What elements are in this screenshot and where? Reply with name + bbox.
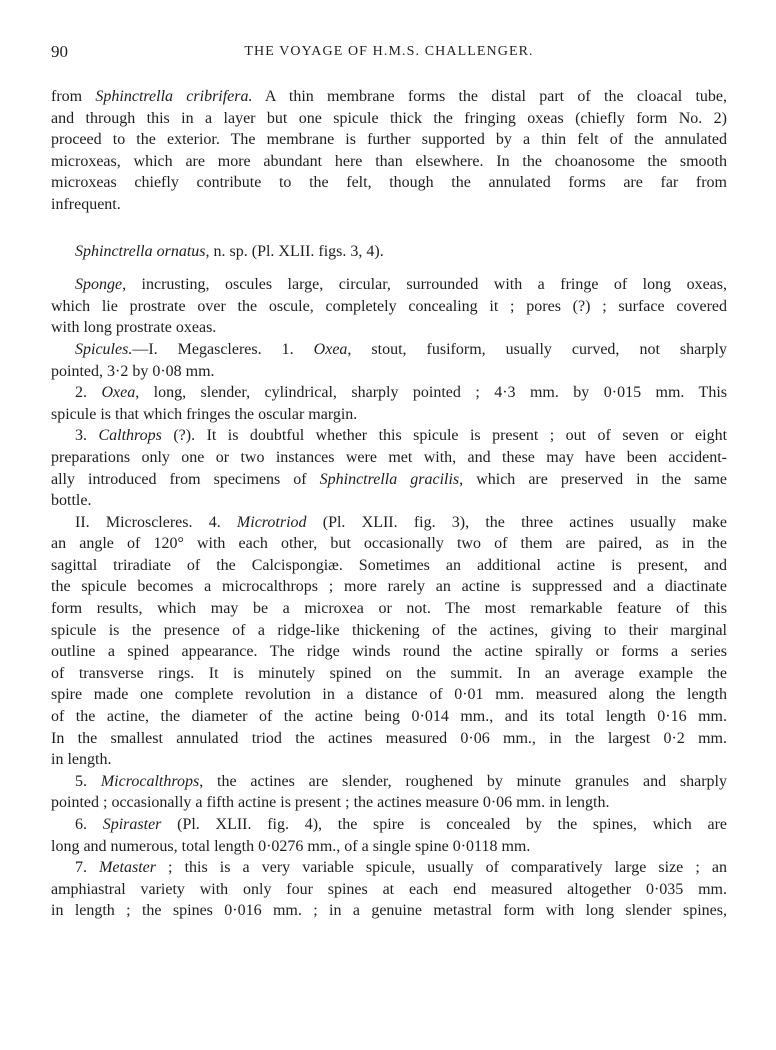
- text-line: spicule is the presence of a ridge-like thickening of the actines, giving to their marginal: [51, 621, 727, 639]
- species-heading: [51, 241, 727, 263]
- text-line: preparations only one or two instances were met with, and these may have been accident-: [51, 448, 727, 466]
- text-line: in length ; the spines 0·016 mm. ; in a genuine metastral form with long slender spines,: [51, 902, 727, 920]
- text-line: 7. Metaster ; this is a very variable spicule, usually of comparatively large size ; an: [75, 859, 728, 877]
- text-line: in length.: [51, 751, 112, 769]
- running-title: THE VOYAGE OF H.M.S. CHALLENGER.: [244, 44, 534, 59]
- species-name: Sphinctrella cribrifera.: [95, 88, 253, 105]
- text-line: outline a spined appearance. The ridge winds round the actine spirally or forms a series: [51, 643, 727, 661]
- text-line: bottle.: [51, 492, 92, 510]
- text-line: ally introduced from specimens of Sphinctrella gracilis, which are preserved in the same: [51, 470, 728, 488]
- text-line: long and numerous, total length 0·0276 mm., of a single spine 0·0118 mm.: [51, 837, 531, 855]
- text-line: infrequent.: [51, 195, 121, 213]
- text-line: sagittal triradiate of the Calcispongiæ. Sometimes an additional actine is present, and: [51, 556, 727, 574]
- text-line: of transverse rings. It is minutely spined on the summit. In an average example the: [51, 664, 727, 682]
- text-line: microxeas chiefly contribute to the felt, though the annulated forms are far from: [51, 174, 727, 192]
- text-line: spire made one complete revolution in a distance of 0·01 mm. measured along the length: [51, 686, 727, 704]
- text-line: microxeas, which are more abundant here than elsewhere. In the choanosome the smooth: [51, 152, 727, 170]
- page-header: [51, 42, 727, 66]
- text-line: pointed ; occasionally a fifth actine is present ; the actines measure 0·06 mm. in length.: [51, 794, 610, 812]
- text-line: 5. Microcalthrops, the actines are slender, roughened by minute granules and sharply: [75, 772, 728, 790]
- paragraph-microscleres: [51, 512, 727, 771]
- text-line: an angle of 120° with each other, but occasionally two of them are paired, as in the: [51, 535, 727, 553]
- paragraph-spicules: [51, 339, 727, 382]
- text-line: form results, which may be a microxea or not. The most remarkable feature of this: [51, 600, 727, 618]
- paragraph-item-2: [51, 382, 727, 425]
- paragraph-cloacal-tube: [51, 86, 727, 216]
- text-line: with long prostrate oxeas.: [51, 319, 217, 337]
- text-line: 6. Spiraster (Pl. XLII. fig. 4), the spire is concealed by the spines, which are: [75, 816, 728, 833]
- text-line: of the actine, the diameter of the actine being 0·014 mm., and its total length 0·16 mm.: [51, 708, 727, 726]
- page-number: 90: [51, 42, 68, 61]
- text-line: the spicule becomes a microcalthrops ; more rarely an actine is suppressed and a diactinate: [51, 578, 727, 596]
- text-line: from Sphinctrella cribrifera. A thin membrane forms the distal part of the cloacal tube,: [51, 88, 727, 105]
- text-line: which lie prostrate over the oscule, completely concealing it ; pores (?) ; surface covered: [51, 297, 727, 315]
- paragraph-item-6: [51, 814, 727, 857]
- text-line: II. Microscleres. 4. Microtriod (Pl. XLII. fig. 3), the three actines usually make: [75, 513, 727, 531]
- document-page: [51, 42, 727, 922]
- text-line: In the smallest annulated triod the actines measured 0·06 mm., in the largest 0·2 mm.: [51, 729, 727, 747]
- paragraph-item-7: [51, 857, 727, 922]
- text-line: pointed, 3·2 by 0·08 mm.: [51, 362, 215, 380]
- text-line: Sponge, incrusting, oscules large, circular, surrounded with a fringe of long oxeas,: [75, 276, 727, 294]
- heading-line: Sphinctrella ornatus, n. sp. (Pl. XLII. figs. 3, 4).: [75, 242, 384, 260]
- text-line: amphiastral variety with only four spines at each end measured altogether 0·035 mm.: [51, 880, 727, 898]
- paragraph-sponge: [51, 274, 727, 339]
- text-line: 2. Oxea, long, slender, cylindrical, sharply pointed ; 4·3 mm. by 0·015 mm. This: [75, 384, 727, 402]
- text-line: and through this in a layer but one spicule thick the fringing oxeas (chiefly form No. 2): [51, 109, 727, 127]
- paragraph-item-5: [51, 771, 727, 814]
- text-line: spicule is that which fringes the oscular margin.: [51, 405, 358, 423]
- text-line: Spicules.—I. Megascleres. 1. Oxea, stout, fusiform, usually curved, not sharply: [75, 340, 728, 358]
- text-line: proceed to the exterior. The membrane is further supported by a thin felt of the annulated: [51, 131, 727, 149]
- text-line: 3. Calthrops (?). It is doubtful whether this spicule is present ; out of seven or eight: [75, 427, 728, 445]
- page-body: [51, 86, 727, 922]
- paragraph-item-3: [51, 425, 727, 511]
- species-heading-name: Sphinctrella ornatus: [75, 242, 206, 260]
